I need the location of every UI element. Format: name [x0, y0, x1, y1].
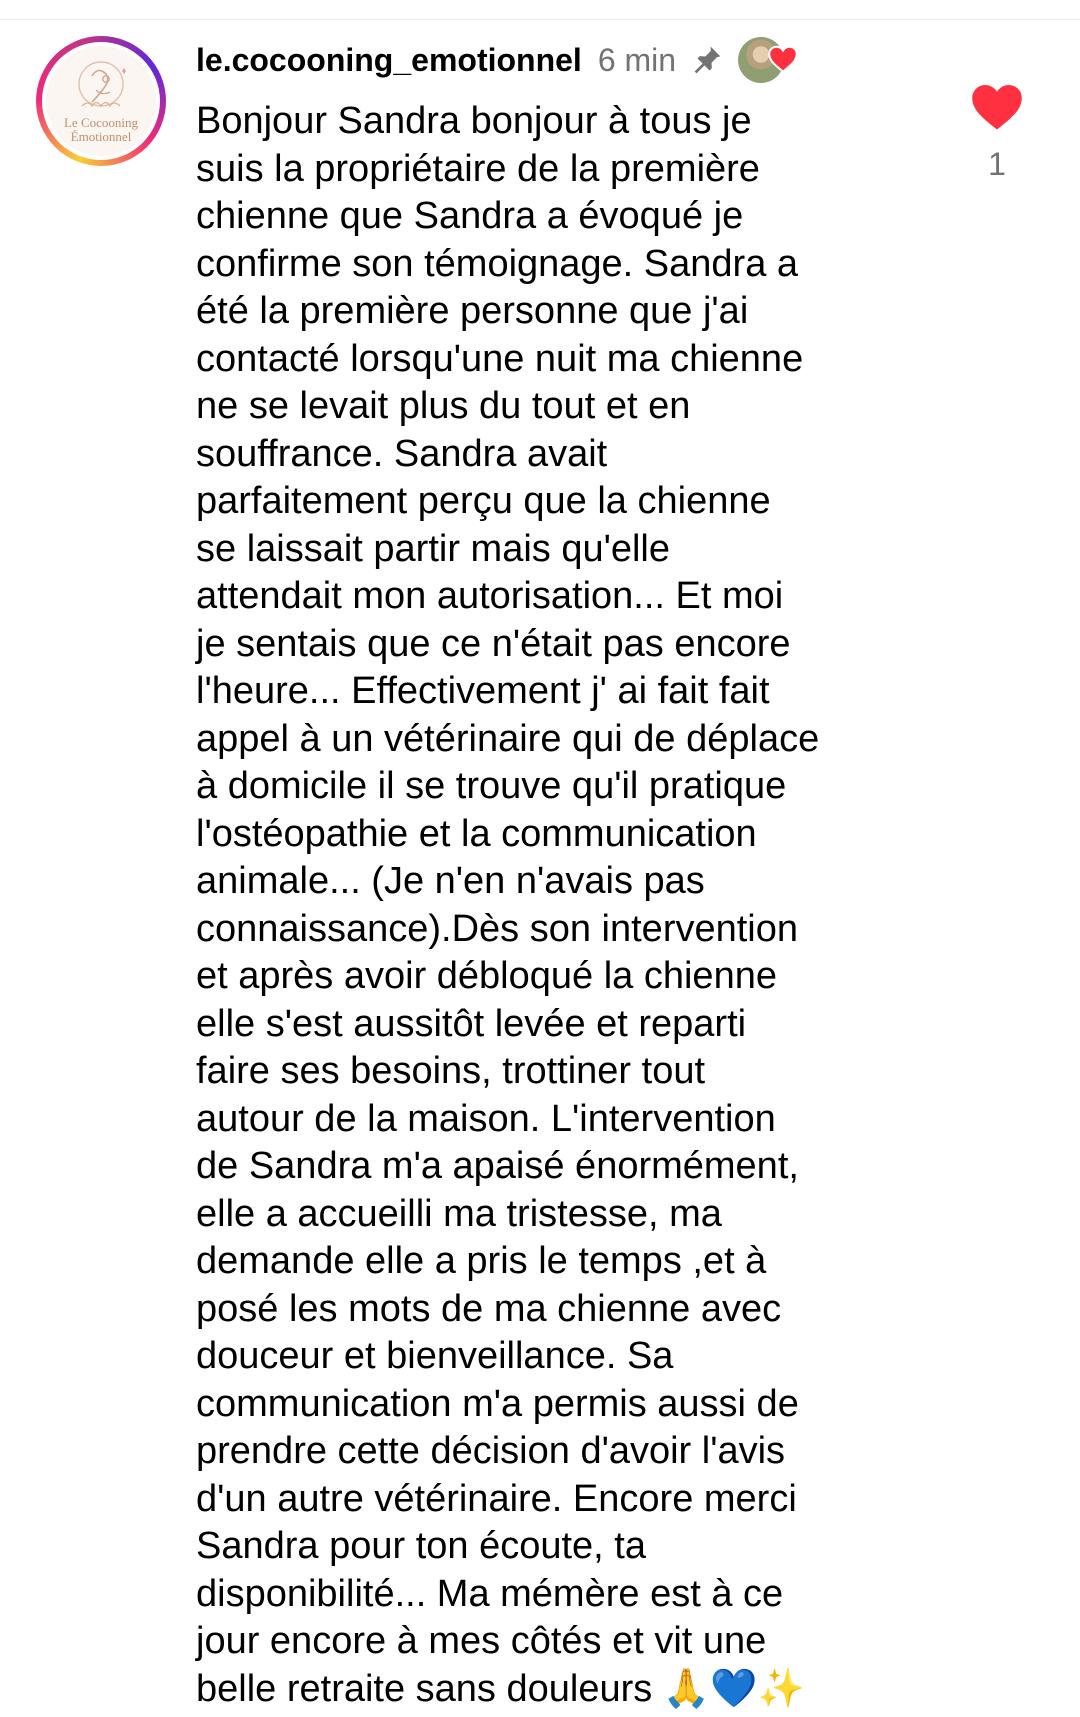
- avatar-logo-text-line1: Le Cocooning: [63, 115, 138, 130]
- author-liked-avatar: [738, 37, 784, 83]
- commenter-avatar[interactable]: [36, 36, 166, 166]
- avatar-logo-text-line2: Émotionnel: [70, 129, 132, 144]
- heart-icon[interactable]: [970, 82, 1024, 132]
- avatar-inner: [42, 42, 160, 160]
- username-link[interactable]: le.cocooning_emotionnel: [196, 41, 582, 78]
- comment-header: [196, 34, 784, 86]
- pin-icon: [690, 43, 724, 77]
- comment-body: Bonjour Sandra bonjour à tous je suis la propriétaire de la première chienne que Sandra a évoqué je confirme son témoignage. Sandra a été la première personne que j'ai contacté lorsqu'une nuit ma chienne ne se levait plus du tout et en souffrance. Sandra avait parfaitement perçu que la chienne se laissait partir mais qu'elle attendait mon autorisation... Et moi je sentais que ce n'était pas encore l'heure... Effectivement j' ai fait fait appel à un vétérinaire qui de déplace à domicile il se trouve qu'il pratique l'ostéopathie et la communication animale... (Je n'en n'avais pas connaissance).Dès son intervention et après avoir débloqué la chienne elle s'est aussitôt levée et reparti faire ses besoins, trottiner tout autour de la maison. L'intervention de Sandra m'a apaisé énormément, elle a accueilli ma tristesse, ma demande elle a pris le temps ,et à posé les mots de ma chienne avec douceur et bienveillance. Sa communication m'a permis aussi de prendre cette décision d'avoir l'avis d'un autre vétérinaire. Encore merci Sandra pour ton écoute, ta disponibilité... Ma mémère est à ce jour encore à mes côtés et vit une belle retraite sans douleurs 🙏💙✨: [196, 100, 820, 1710]
- avatar-logo: [46, 46, 156, 156]
- like-count[interactable]: 1: [988, 146, 1006, 182]
- top-divider: [0, 19, 1080, 20]
- comment-timestamp: 6 min: [597, 41, 677, 78]
- small-heart-icon: [768, 45, 798, 73]
